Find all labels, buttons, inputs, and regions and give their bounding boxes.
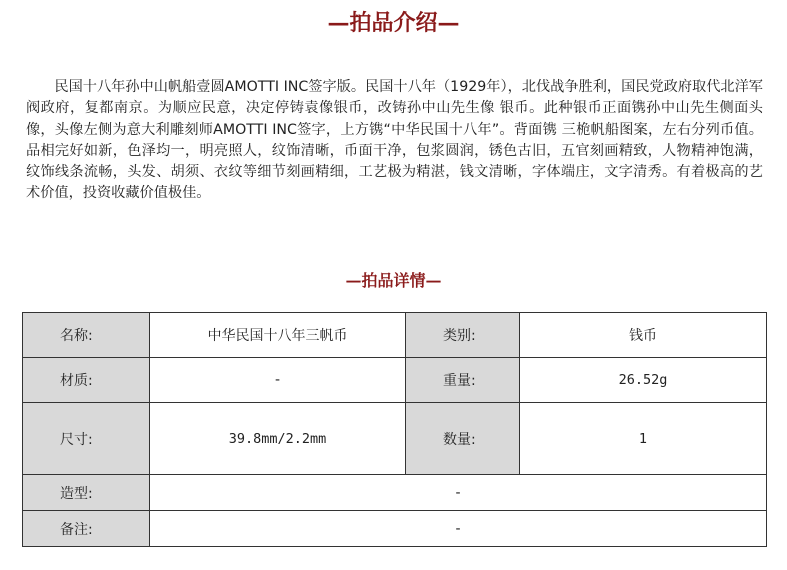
introduction-paragraph: 民国十八年孙中山帆船壹圆AMOTTI INC签字版。民国十八年（1929年），北伐战争胜利，国民党政府取代北洋军阀政府，复都南京。为顺应民意，决定停铸袁像银币，改铸孙中山先生像 银币。此种银币正面镌孙中山先生侧面头像，头像左侧为意大利雕刻师AMOTTI INC签字，上方镌“中华民国十八年”。背面镌 三桅帆船图案，左右分列币值。品相完好如新，色泽均一，明亮照人，纹饰清晰，币面干净，包浆圆润，锈色古旧，五官刻画精致，人物精神饱满，纹饰线条流畅，头发、胡须、衣纹等细节刻画精细，工艺极为精湛，钱文清晰，字体端庄，文字清秀。有着极高的艺术价值，投资收藏价值极佳。	[26, 79, 763, 202]
table-row	[23, 511, 767, 547]
table-row	[23, 358, 767, 403]
note-label: 备注:	[23, 511, 150, 547]
category-label: 类别:	[406, 313, 520, 358]
material-label: 材质:	[23, 358, 150, 403]
quantity-value: 1	[520, 403, 767, 475]
table-row	[23, 403, 767, 475]
quantity-label: 数量:	[406, 403, 520, 475]
category-value: 钱币	[520, 313, 767, 358]
note-value: -	[150, 511, 767, 547]
table-row	[23, 313, 767, 358]
name-label: 名称:	[23, 313, 150, 358]
material-value: -	[150, 358, 406, 403]
details-table	[22, 312, 767, 547]
weight-label: 重量:	[406, 358, 520, 403]
section-title-details: —拍品详情—	[345, 271, 442, 290]
section-title-introduction: —拍品介绍—	[327, 10, 460, 36]
shape-value: -	[150, 475, 767, 511]
weight-value: 26.52g	[520, 358, 767, 403]
shape-label: 造型:	[23, 475, 150, 511]
size-label: 尺寸:	[23, 403, 150, 475]
size-value: 39.8mm/2.2mm	[150, 403, 406, 475]
name-value: 中华民国十八年三帆币	[150, 313, 406, 358]
table-row	[23, 475, 767, 511]
